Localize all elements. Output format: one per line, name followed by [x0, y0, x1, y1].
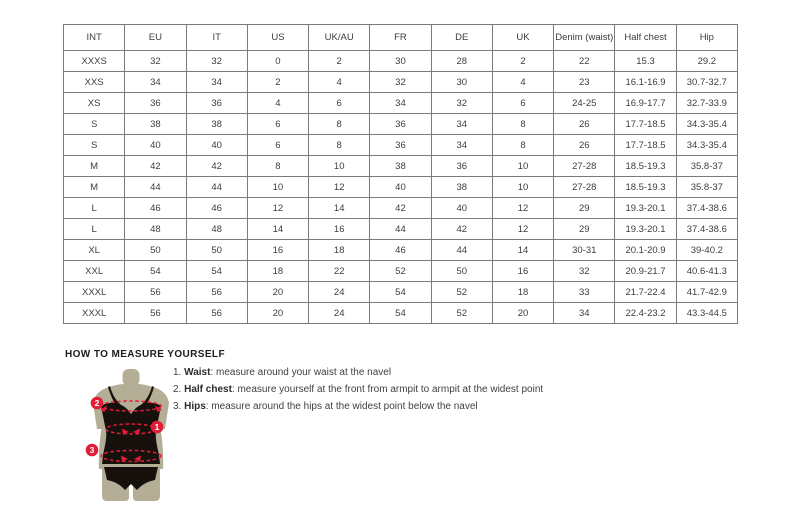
size-cell: 14: [247, 219, 308, 240]
size-cell: 37.4-38.6: [676, 198, 737, 219]
size-cell: 14: [492, 240, 553, 261]
size-cell: 10: [492, 177, 553, 198]
measure-step-2: [173, 384, 543, 395]
size-cell: 32: [431, 93, 492, 114]
size-cell: 40: [431, 198, 492, 219]
size-cell: 34.3-35.4: [676, 114, 737, 135]
size-cell: 43.3-44.5: [676, 303, 737, 324]
measure-step-1: [173, 367, 543, 378]
size-cell: 17.7-18.5: [615, 114, 676, 135]
size-cell: 36: [370, 114, 431, 135]
size-cell: 10: [492, 156, 553, 177]
size-cell: 4: [309, 72, 370, 93]
size-cell: 19.3-20.1: [615, 198, 676, 219]
size-cell: XS: [64, 93, 125, 114]
size-cell: 24: [309, 282, 370, 303]
size-cell: 30.7-32.7: [676, 72, 737, 93]
size-cell: 56: [186, 282, 247, 303]
size-cell: 12: [492, 219, 553, 240]
size-cell: 48: [125, 219, 186, 240]
size-cell: 8: [492, 135, 553, 156]
size-cell: 56: [186, 303, 247, 324]
size-column-header: FR: [370, 25, 431, 51]
marker-3-number: 3: [89, 445, 95, 455]
size-cell: 29: [554, 219, 615, 240]
size-cell: 40.6-41.3: [676, 261, 737, 282]
size-cell: 8: [492, 114, 553, 135]
size-cell: 46: [370, 240, 431, 261]
size-cell: 26: [554, 114, 615, 135]
size-cell: 35.8-37: [676, 156, 737, 177]
mannequin-illustration: [82, 369, 182, 501]
size-cell: 10: [309, 156, 370, 177]
size-cell: 14: [309, 198, 370, 219]
size-cell: 24-25: [554, 93, 615, 114]
size-chart-header: [64, 25, 738, 51]
size-cell: 16: [309, 219, 370, 240]
step-2-number: 2.: [173, 384, 182, 395]
size-cell: 22: [309, 261, 370, 282]
step-1-label: Waist: [184, 367, 211, 378]
size-cell: 54: [370, 282, 431, 303]
size-column-header: DE: [431, 25, 492, 51]
size-cell: 24: [309, 303, 370, 324]
size-cell: 16: [247, 240, 308, 261]
size-cell: 44: [186, 177, 247, 198]
step-3-text: : measure around the hips at the widest point below the navel: [205, 401, 478, 412]
size-cell: 34: [431, 114, 492, 135]
size-cell: 22.4-23.2: [615, 303, 676, 324]
size-cell: 34.3-35.4: [676, 135, 737, 156]
size-column-header: US: [247, 25, 308, 51]
table-row: [64, 219, 738, 240]
size-cell: 38: [431, 177, 492, 198]
size-cell: 18: [247, 261, 308, 282]
size-cell: 29.2: [676, 51, 737, 72]
size-column-header: UK/AU: [309, 25, 370, 51]
table-row: [64, 240, 738, 261]
size-cell: L: [64, 219, 125, 240]
size-cell: 15.3: [615, 51, 676, 72]
size-cell: 2: [492, 51, 553, 72]
size-cell: 39-40.2: [676, 240, 737, 261]
size-cell: S: [64, 114, 125, 135]
size-cell: 52: [431, 282, 492, 303]
size-cell: M: [64, 156, 125, 177]
size-column-header: UK: [492, 25, 553, 51]
size-cell: 16.1-16.9: [615, 72, 676, 93]
size-cell: 8: [309, 135, 370, 156]
size-cell: 20: [247, 303, 308, 324]
size-cell: 8: [309, 114, 370, 135]
size-column-header: Hip: [676, 25, 737, 51]
size-cell: 36: [186, 93, 247, 114]
size-cell: 34: [554, 303, 615, 324]
size-cell: S: [64, 135, 125, 156]
size-cell: XXXS: [64, 51, 125, 72]
step-1-number: 1.: [173, 367, 182, 378]
size-cell: 46: [125, 198, 186, 219]
size-cell: 40: [370, 177, 431, 198]
size-cell: 54: [125, 261, 186, 282]
size-cell: 6: [247, 114, 308, 135]
size-cell: 29: [554, 198, 615, 219]
table-header-row: [64, 25, 738, 51]
size-cell: 42: [431, 219, 492, 240]
size-cell: 22: [554, 51, 615, 72]
step-2-label: Half chest: [184, 384, 232, 395]
size-cell: 4: [492, 72, 553, 93]
size-cell: 2: [309, 51, 370, 72]
size-cell: 30: [370, 51, 431, 72]
size-cell: 6: [492, 93, 553, 114]
size-cell: 30: [431, 72, 492, 93]
size-cell: 30-31: [554, 240, 615, 261]
table-row: [64, 51, 738, 72]
table-row: [64, 156, 738, 177]
size-cell: 54: [186, 261, 247, 282]
size-cell: 56: [125, 282, 186, 303]
size-cell: 52: [431, 303, 492, 324]
table-row: [64, 261, 738, 282]
size-column-header: Denim (waist): [554, 25, 615, 51]
size-cell: 40: [125, 135, 186, 156]
size-column-header: EU: [125, 25, 186, 51]
size-cell: 38: [186, 114, 247, 135]
size-cell: 38: [125, 114, 186, 135]
size-cell: 32: [186, 51, 247, 72]
size-cell: 19.3-20.1: [615, 219, 676, 240]
size-cell: 41.7-42.9: [676, 282, 737, 303]
size-cell: 16: [492, 261, 553, 282]
size-cell: 18.5-19.3: [615, 156, 676, 177]
size-cell: 37.4-38.6: [676, 219, 737, 240]
marker-1-number: 1: [154, 422, 160, 432]
size-cell: 42: [125, 156, 186, 177]
size-cell: 42: [370, 198, 431, 219]
size-cell: 34: [431, 135, 492, 156]
size-cell: 32.7-33.9: [676, 93, 737, 114]
size-cell: 38: [370, 156, 431, 177]
step-1-text: : measure around your waist at the navel: [210, 367, 392, 378]
size-cell: 34: [186, 72, 247, 93]
size-cell: 27-28: [554, 177, 615, 198]
size-cell: 56: [125, 303, 186, 324]
size-cell: XXXL: [64, 303, 125, 324]
size-column-header: IT: [186, 25, 247, 51]
table-row: [64, 72, 738, 93]
size-cell: 36: [125, 93, 186, 114]
size-cell: 34: [125, 72, 186, 93]
size-cell: 50: [125, 240, 186, 261]
size-cell: 44: [431, 240, 492, 261]
size-cell: 20: [492, 303, 553, 324]
table-row: [64, 114, 738, 135]
table-row: [64, 282, 738, 303]
size-cell: 18: [492, 282, 553, 303]
size-column-header: Half chest: [615, 25, 676, 51]
size-column-header: INT: [64, 25, 125, 51]
size-cell: 12: [247, 198, 308, 219]
size-cell: 46: [186, 198, 247, 219]
measure-steps-list: [173, 367, 543, 418]
size-cell: 54: [370, 303, 431, 324]
table-row: [64, 177, 738, 198]
size-cell: 32: [370, 72, 431, 93]
size-cell: 16.9-17.7: [615, 93, 676, 114]
measurement-figure: [82, 369, 182, 501]
size-cell: 8: [247, 156, 308, 177]
size-chart-body: [64, 51, 738, 324]
table-row: [64, 303, 738, 324]
size-cell: 33: [554, 282, 615, 303]
size-cell: 28: [431, 51, 492, 72]
size-cell: 12: [309, 177, 370, 198]
size-cell: 36: [431, 156, 492, 177]
size-cell: 12: [492, 198, 553, 219]
size-cell: 50: [431, 261, 492, 282]
size-cell: 6: [309, 93, 370, 114]
step-3-number: 3.: [173, 401, 182, 412]
size-cell: 32: [125, 51, 186, 72]
size-cell: 21.7-22.4: [615, 282, 676, 303]
size-cell: 40: [186, 135, 247, 156]
size-cell: 27-28: [554, 156, 615, 177]
size-cell: 4: [247, 93, 308, 114]
size-cell: 44: [125, 177, 186, 198]
size-cell: 36: [370, 135, 431, 156]
size-cell: XXXL: [64, 282, 125, 303]
size-cell: 6: [247, 135, 308, 156]
step-3-label: Hips: [184, 401, 206, 412]
measure-step-3: [173, 401, 543, 412]
size-cell: 10: [247, 177, 308, 198]
table-row: [64, 135, 738, 156]
size-cell: 0: [247, 51, 308, 72]
size-cell: 48: [186, 219, 247, 240]
size-cell: XXS: [64, 72, 125, 93]
marker-2-number: 2: [94, 398, 100, 408]
size-cell: 23: [554, 72, 615, 93]
size-cell: 18: [309, 240, 370, 261]
size-cell: XL: [64, 240, 125, 261]
size-cell: 20: [247, 282, 308, 303]
size-cell: 34: [370, 93, 431, 114]
size-cell: 42: [186, 156, 247, 177]
how-to-measure-heading: HOW TO MEASURE YOURSELF: [65, 349, 225, 360]
size-cell: XXL: [64, 261, 125, 282]
size-cell: 20.1-20.9: [615, 240, 676, 261]
table-row: [64, 93, 738, 114]
size-cell: 52: [370, 261, 431, 282]
size-cell: 26: [554, 135, 615, 156]
table-row: [64, 198, 738, 219]
mannequin-neck: [123, 369, 140, 386]
size-cell: M: [64, 177, 125, 198]
size-cell: 20.9-21.7: [615, 261, 676, 282]
size-cell: L: [64, 198, 125, 219]
size-cell: 2: [247, 72, 308, 93]
size-cell: 50: [186, 240, 247, 261]
size-cell: 18.5-19.3: [615, 177, 676, 198]
size-cell: 35.8-37: [676, 177, 737, 198]
size-cell: 17.7-18.5: [615, 135, 676, 156]
size-cell: 44: [370, 219, 431, 240]
step-2-text: : measure yourself at the front from armpit to armpit at the widest point: [231, 384, 544, 395]
size-chart-table: [63, 24, 738, 324]
size-cell: 32: [554, 261, 615, 282]
